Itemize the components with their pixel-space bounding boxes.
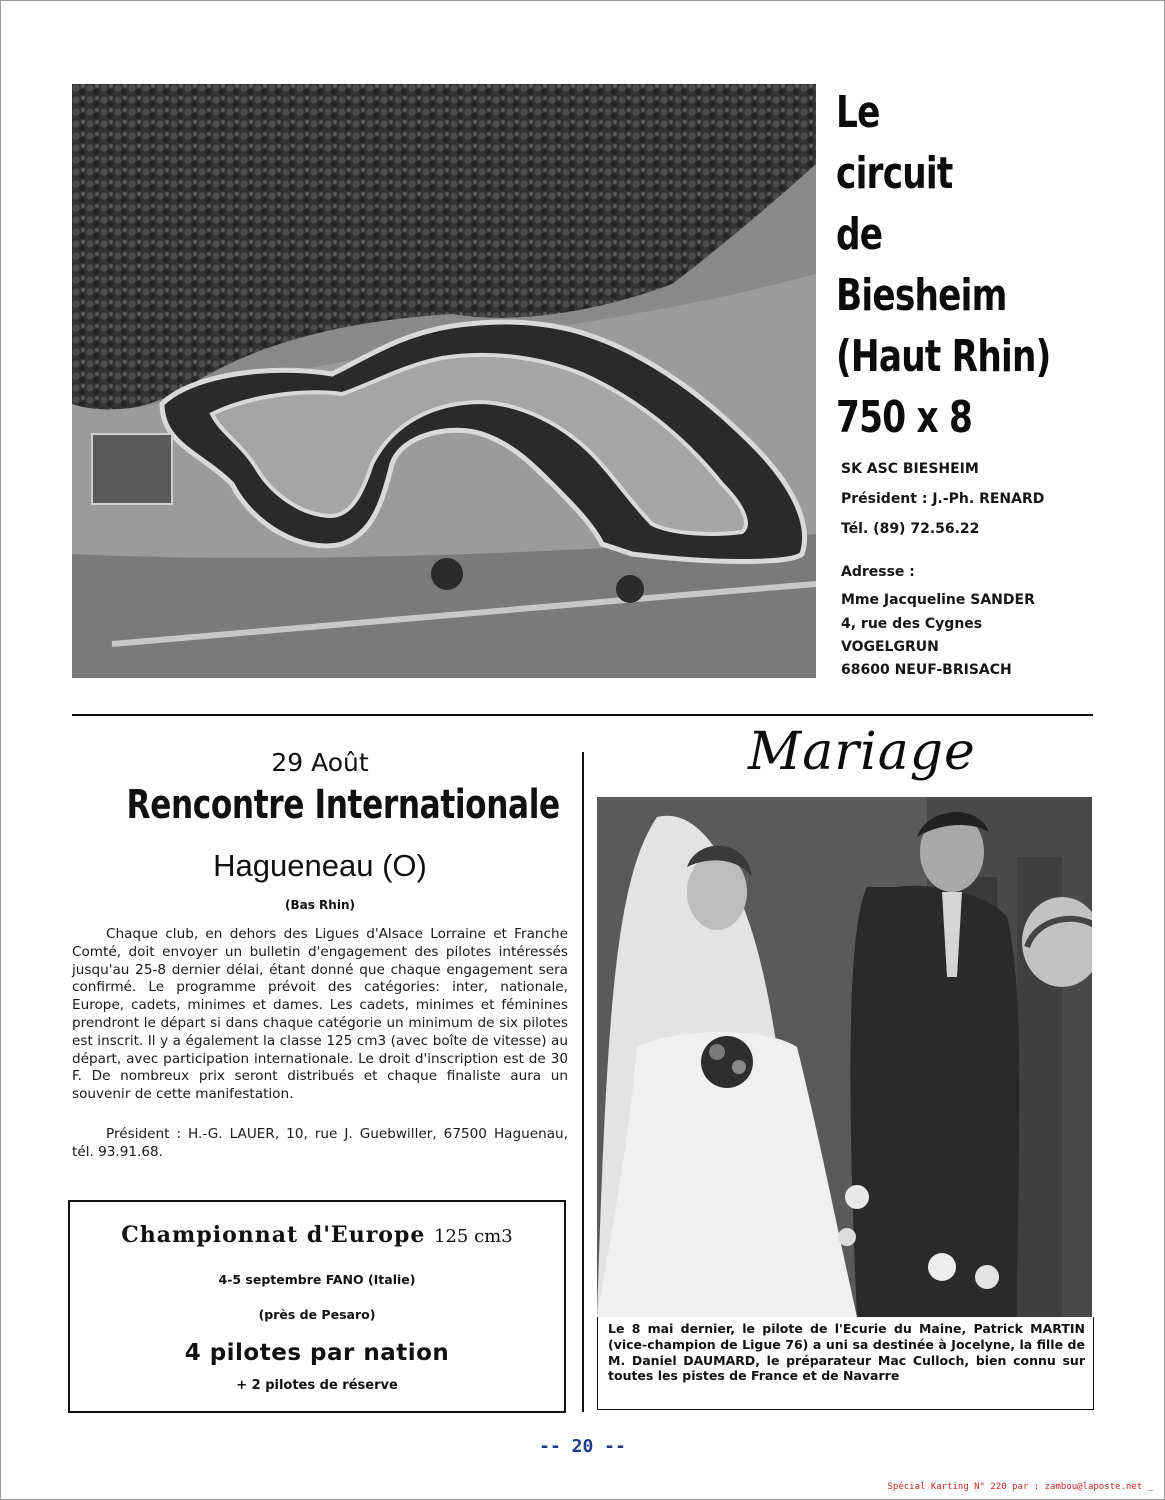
section-divider — [72, 714, 1093, 716]
meeting-location: Hagueneau (O) — [213, 848, 427, 883]
club-name: SK ASC BIESHEIM — [841, 461, 979, 477]
championship-box — [68, 1200, 566, 1413]
club-president: Président : J.-Ph. RENARD — [841, 491, 1045, 507]
circuit-title-line: Le — [836, 87, 880, 138]
championship-title-text: Championnat d'Europe — [121, 1222, 426, 1248]
circuit-title-line: (Haut Rhin) — [836, 331, 1051, 382]
address-line: 68600 NEUF-BRISACH — [841, 662, 1012, 678]
footer-credit: Spécial Karting N° 220 par : zambou@laposte.net _ — [887, 1482, 1153, 1492]
circuit-title-line: Biesheim — [836, 270, 1007, 321]
championship-reserve: + 2 pilotes de réserve — [236, 1378, 398, 1393]
meeting-region: (Bas Rhin) — [285, 898, 355, 912]
championship-unit: 125 cm3 — [434, 1226, 513, 1247]
wedding-title: Mariage — [748, 722, 976, 782]
address-label: Adresse : — [841, 564, 915, 580]
column-divider — [582, 752, 584, 1412]
address-line: Mme Jacqueline SANDER — [841, 592, 1035, 608]
wedding-photo — [597, 797, 1092, 1317]
circuit-title — [836, 82, 1051, 448]
wedding-caption: Le 8 mai dernier, le pilote de l'Ecurie du Maine, Patrick MARTIN (vice-champion de Ligue 76) a uni sa destinée à Jocelyne, la fille de M. Daniel DAUMARD, le préparateur Mac Culloch, bien connu sur toutes les pistes de France et de Navarre — [608, 1321, 1085, 1384]
address-line: VOGELGRUN — [841, 639, 939, 655]
circuit-title-line: de — [836, 209, 883, 260]
page-number: -- 20 -- — [539, 1436, 626, 1457]
meeting-date: 29 Août — [271, 748, 369, 777]
meeting-paragraph: Chaque club, en dehors des Ligues d'Alsace Lorraine et Franche Comté, doit envoyer un bulletin d'engagement des pilotes intéressés jusqu'au 25-8 dernier délai, étant donné que chaque engagement sera confirmé. Le programme prévoit des catégories: inter, nationale, Europe, cadets, minimes et dames. Les cadets, minimes et féminines prendront le départ si dans chaque catégorie un minimum de six pilotes est inscrit. Il y a également la classe 125 cm3 (avec boîte de vitesse) au départ, avec participation internationale. Le droit d'inscription est de 30 F. De nombreux prix seront distribués et chaque finaliste aura un souvenir de cette manifestation. — [72, 926, 568, 1103]
address-line: 4, rue des Cygnes — [841, 616, 983, 632]
championship-dates: 4-5 septembre FANO (Italie) — [218, 1272, 416, 1287]
championship-pilots: 4 pilotes par nation — [184, 1340, 450, 1366]
club-phone: Tél. (89) 72.56.22 — [841, 521, 980, 537]
circuit-title-line: 750 x 8 — [836, 392, 973, 443]
circuit-aerial-photo — [72, 84, 816, 678]
wedding-caption-box — [597, 1317, 1094, 1410]
championship-title — [70, 1222, 564, 1248]
meeting-title: Rencontre Internationale — [126, 782, 560, 828]
meeting-president: Président : H.-G. LAUER, 10, rue J. Guebwiller, 67500 Haguenau, tél. 93.91.68. — [72, 1126, 568, 1160]
circuit-title-line: circuit — [836, 148, 953, 199]
championship-near: (près de Pesaro) — [258, 1307, 376, 1322]
